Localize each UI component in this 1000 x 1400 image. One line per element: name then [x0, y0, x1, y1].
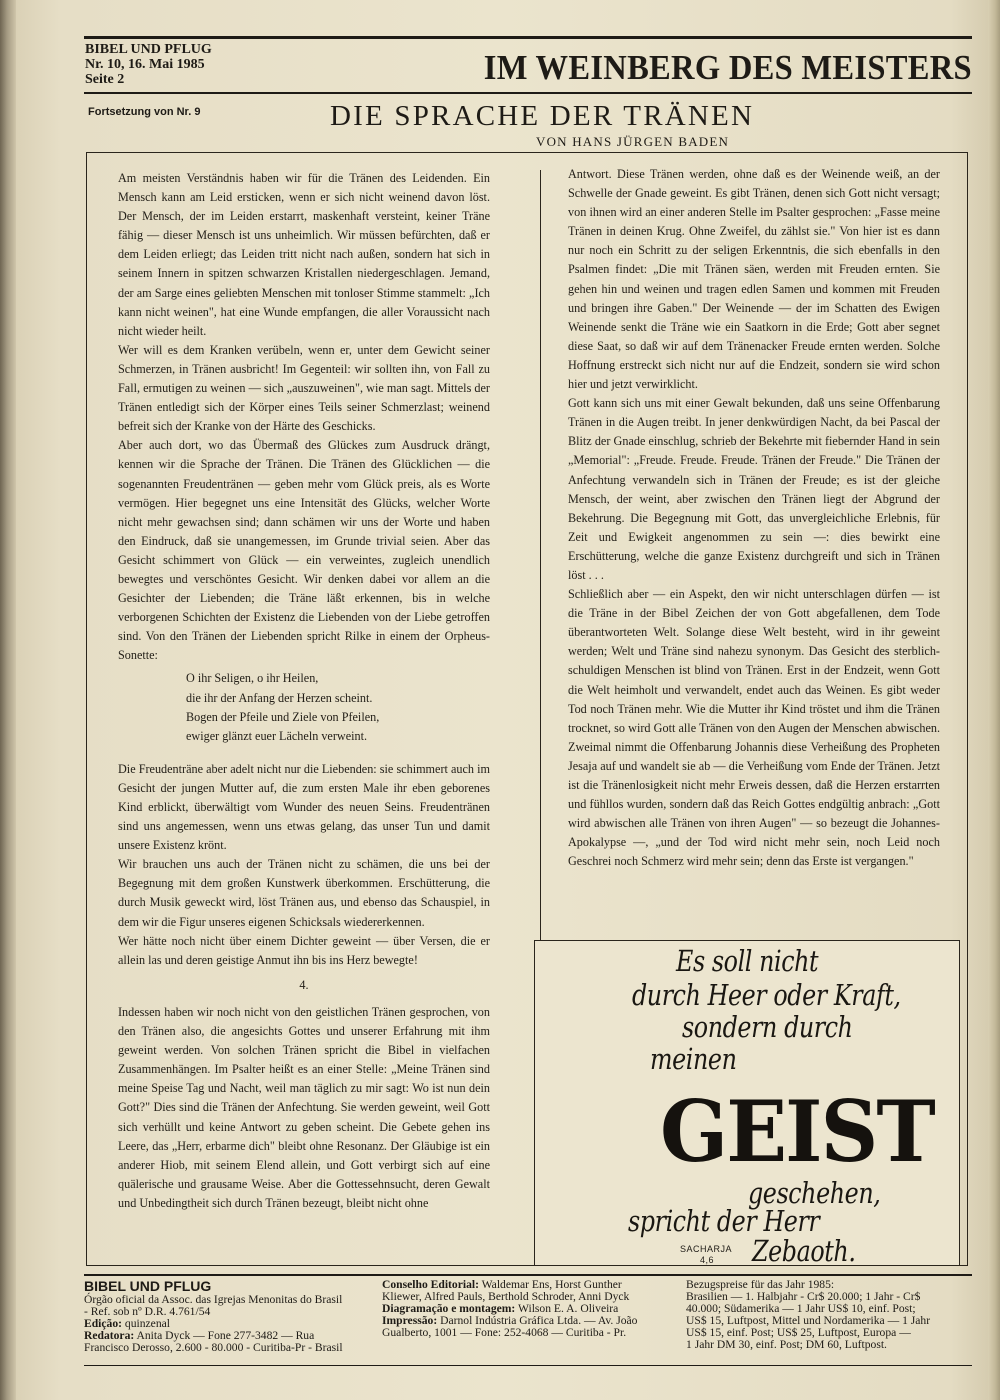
page-number: Seite 2: [85, 72, 125, 87]
imprint-value: Anita Dyck — Fone 277-3482 — Rua: [136, 1329, 315, 1342]
article-author: VON HANS JÜRGEN BADEN: [536, 134, 730, 149]
paragraph: Am meisten Verständnis haben wir für die Tränen des Leidenden. Ein Mensch kann am Leid ersticken, wenn er sich nicht weinend davon löst. Der Mensch, der im Leiden erstarrt, maskenhaft versteint, keiner Träne fähig — dieser Mensch ist uns unheimlich. Wir müssen befürchten, daß er dem Leiden erliegt; das Leiden tritt nicht nach außen, sondern hat sich in seinem Innern in spitzen schwarzen Kristallen niedergeschlagen. Jemand, der am Sarge eines geliebten Menschen mit tonloser Stimme stammelt: „Ich kann nicht weinen", hat eine Wunde empfangen, die aller Voraussicht nach nicht wieder heilt.: [118, 171, 490, 338]
page-edge: [988, 0, 1000, 1400]
price-line: 40.000; Südamerika — 1 Jahr US$ 10, einf. Post;: [686, 1302, 916, 1315]
paragraph: Wer hätte noch nicht über einem Dichter geweint — über Versen, die er allein las und deren geistige Anmut ihn bis ins Herz bewegte!: [118, 933, 490, 967]
quote-line: sondern durch: [682, 1010, 853, 1044]
imprint-label: Conselho Editorial:: [382, 1278, 479, 1291]
paragraph: Antwort. Diese Tränen werden, ohne daß es der Weinende weiß, an der Schwelle der Gnade geweint. Es gibt Tränen, denen sich Gott nicht versagt; von ihnen wird an einer anderen Stelle im Psalter gesprochen: „Fasse meine Tränen in deinen Krug. Ohne Zweifel, du zählst sie." Von hier ist es dann nur noch ein Schritt zu der seligen Erkenntnis, die sich ebenfalls in den Psalmen findet: „Die mit Tränen säen, werden mit Freuden ernten. Sie gehen hin und weinen und tragen edlen Samen und kommen mit Freuden und bringen ihre Gaben." Der Weinende — der im Schatten des Ewigen Weinende senkt die Träne wie ein Saatkorn in die Erde; Gott aber segnet diese Saat, so daß wir auf dem Tränenacker Freude ernten werden. Solche Hoffnung erstreckt sich nicht nur auf die Endzeit, sondern sie wird schon hier und jetzt verwirklicht.: [568, 167, 940, 392]
paragraph: Aber auch dort, wo das Übermaß des Glückes zum Ausdruck drängt, kennen wir die Sprache der Tränen. Die Tränen des Glücklichen — die sogenannten Freudentränen — geben mehr vom Glück preis, als es Worte vermögen. Hier begegnet uns eine Intensität des Glücks, welcher Worte nicht mehr gewachsen sind; dann schämen wir uns der Worte und haben den Eindruck, daß sie unangemessen, im Grunde trivial seien. Aber das Gesicht schimmert von Glück — ein verweintes, zugleich unendlich bewegtes und verschöntes Gesicht. Wir denken dabei vor allem an die Gesichter der Liebenden; die Träne läßt erkennen, bis in welche verborgenen Schichten der Existenz die Liebenden von der Liebe getroffen sind. Von den Tränen der Liebenden spricht Rilke in einem der Orpheus-Sonette:: [118, 438, 490, 663]
poem-line: ewiger glänzt euer Lächeln verweint.: [186, 728, 368, 743]
imprint-line: Gualberto, 1001 — Fone: 252-4068 — Curitiba - Pr.: [382, 1326, 627, 1339]
imprint-line: - Ref. sob nº D.R. 4.761/54: [84, 1305, 211, 1318]
price-line: 1 Jahr DM 30, einf. Post; DM 60, Luftpost.: [686, 1338, 887, 1351]
quote-line: Zebaoth.: [752, 1234, 856, 1268]
article-title: DIE SPRACHE DER TRÄNEN: [330, 100, 755, 132]
continued-note: Fortsetzung von Nr. 9: [88, 106, 201, 118]
poem-line: O ihr Seligen, o ihr Heilen,: [186, 671, 319, 686]
imprint-value: Darnol Indústria Gráfica Ltda. — Av. João: [440, 1314, 638, 1327]
paragraph: Die Freudenträne aber adelt nicht nur die Liebenden: sie schimmert auch im Gesicht der jungen Mutter auf, die zum ersten Male ihr eben geborenes Kind erblickt, überwältigt vom Wunder des neuen Seins. Freudentränen sind uns angemessen, wenn uns etwas gelang, das unser Tun und damit unsere Existenz krönt.: [118, 761, 490, 853]
paragraph: Schließlich aber — ein Aspekt, den wir nicht unterschlagen dürfen — ist die Träne in der Bibel Zeichen der von Gott abgefallenen, dem Tode überantworteten Welt. Solange diese Welt besteht, wird in ihr geweint werden; Welt und Träne sind nahezu synonym. Das Gesicht des sterblich-schuldigen Menschen ist blind von Tränen. Erst in der Endzeit, wenn Gott die Welt heimholt und verwandelt, endet auch das Weinen. Es gibt weder Tod noch Tränen mehr. Wie die Mutter ihr Kind tröstet und ihm die Tränen trocknet, so wird Gott alle Tränen von den Augen der Menschen abwischen. Zweimal nimmt die Offenbarung Johannis diese Verheißung des Propheten Jesaja auf und wandelt sie ab — die Verheißung vom Ende der Tränen. Jetzt ist die Tränenlosigkeit nicht mehr Erweis dessen, daß die Herzen erstarrten und fühllos wurden, sondern daß das Reich Gottes endgültig anbrach: „Gott wird abwischen alle Tränen von ihren Augen" — so bezeugt die Johannes-Apokalypse —, „und der Tod wird nicht mehr sein, noch Leid noch Geschrei noch Schmerz wird mehr sein; denn das Erste ist vergangen.": [568, 587, 940, 869]
imprint-line: Kliewer, Alfred Pauls, Berthold Schroder, Anni Dyck: [382, 1290, 630, 1303]
page-binding: [0, 0, 16, 1400]
quote-line: geschehen,: [748, 1176, 881, 1210]
imprint-label: Impressão:: [382, 1314, 438, 1327]
paragraph: Wer will es dem Kranken verübeln, wenn er, unter dem Gewicht seiner Schmerzen, in Tränen ausbricht! Im Gegenteil: wir sollten ihn, von Fall zu Fall, ermutigen zu weinen — sich „auszuweinen", wie man sagt. Mittels der Tränen entledigt sich der Körper eines Teils seiner Schmerzlast; weinend befreit sich der Kranke von der Härte des Geschicks.: [118, 342, 490, 434]
paragraph: Indessen haben wir noch nicht von den geistlichen Tränen gesprochen, von den Tränen also, die angesichts Gottes und unserer Erfahrung mit ihm geweint werden. Von solchen Tränen spricht die Bibel in vielfachen Zusammenhängen. Im Psalter heißt es an einer Stelle: „Meine Tränen sind meine Speise Tag und Nacht, weil man täglich zu mir sagt: Wo ist nun dein Gott?" Dies sind die Tränen der Anfechtung. Sie werden geweint, weil Gott sich verhüllt und keine Antwort zu geben scheint. Die Gebete gehen ins Leere, das „Herr, erbarme dich" bleibt ohne Resonanz. Der Gläubige ist ein anderer Hiob, mit seinem Elend allein, und Gott verbirgt sich auf eine quälerische und grausame Weise. Aber die Gottessehnsucht, deren Gewalt und Unbedingtheit sich durch Tränen bezeugt, bleibt nicht ohne: [118, 1004, 490, 1210]
issue-line: Nr. 10, 16. Mai 1985: [85, 57, 205, 72]
imprint-label: Redatora:: [84, 1329, 135, 1342]
quote-line: meinen: [650, 1042, 737, 1076]
section-title: IM WEINBERG DES MEISTERS: [483, 48, 972, 87]
imprint-column-staff: [382, 1279, 680, 1339]
price-line: US$ 15, Luftpost, Mittel und Nordamerika — 1 Jahr: [686, 1314, 931, 1327]
quote-line: spricht der Herr: [628, 1204, 820, 1238]
imprint-label: Diagramação e montagem:: [382, 1302, 516, 1315]
price-line: US$ 15, einf. Post; US$ 25, Luftpost, Europa —: [686, 1326, 911, 1339]
imprint-value: Wilson E. A. Oliveira: [518, 1302, 619, 1315]
quote-line: durch Heer oder Kraft,: [632, 978, 901, 1012]
scripture-verse: 4,6: [700, 1255, 715, 1265]
right-column: [568, 165, 940, 871]
top-rule: [84, 36, 972, 39]
imprint-column-prices: [686, 1279, 972, 1351]
scripture-book: SACHARJA: [680, 1244, 733, 1254]
imprint-value: Waldemar Ens, Horst Gunther: [481, 1278, 622, 1291]
left-column: [118, 169, 490, 1213]
poem-line: die ihr der Anfang der Herzen scheint.: [186, 690, 373, 705]
price-line: Brasilien — 1. Halbjahr - Cr$ 20.000; 1 Jahr - Cr$: [686, 1290, 921, 1303]
masthead: [85, 42, 212, 87]
paragraph: Wir brauchen uns auch der Tränen nicht zu schämen, die uns bei der Begegnung mit dem großen Kunstwerk überkommen. Erschütterung, die durch Musik geweckt wird, löst Tränen aus, und ebenso das Schauspiel, in dem wir die Figur unseres eigenen Schicksals wiedererkennen.: [118, 857, 490, 929]
paper-name: BIBEL UND PFLUG: [85, 42, 212, 57]
imprint-label: Edição:: [84, 1317, 123, 1330]
imprint-value: quinzenal: [124, 1317, 170, 1330]
header-rule: [84, 92, 972, 94]
geist-word: GEIST: [660, 1082, 934, 1181]
rilke-poem: [186, 669, 490, 745]
poem-line: Bogen der Pfeile und Ziele von Pfeilen,: [186, 709, 380, 724]
imprint-column-publisher: [84, 1279, 370, 1354]
section-number: 4.: [299, 977, 309, 992]
quote-line: Es soll nicht: [676, 944, 819, 978]
imprint-line: Órgão oficial da Assoc. das Igrejas Menonitas do Brasil: [84, 1293, 343, 1306]
imprint-brand: BIBEL UND PFLUG: [84, 1278, 212, 1294]
paragraph: Gott kann sich uns mit einer Gewalt bekunden, daß uns seine Offenbarung Tränen in die Augen treibt. In jener denkwürdigen Nacht, da bei Pascal der Blitz der Gnade einschlug, schrieb der Bekehrte mit fiebernder Hand in sein „Memorial": „Freude. Freude. Freude. Tränen der Freude." Die Tränen der Anfechtung verwandeln sich in Tränen der Freude; es ist der gleiche Mensch, der weint, aber zwischen den Tränen liegt der Abgrund der Bekehrung. Die Begegnung mit Gott, das unvergleichliche Erlebnis, für Zeit und Ewigkeit angenommen zu sein —: dies bewirkt eine Erschütterung, welche die ganze Existenz durchgreift und sich in Tränen löst . . .: [568, 396, 940, 582]
imprint-line: Francisco Derosso, 2.600 - 80.000 - Curitiba-Pr - Brasil: [84, 1341, 343, 1354]
imprint-footer: [84, 1274, 972, 1366]
column-rule: [540, 170, 541, 940]
prices-label: Bezugspreise für das Jahr 1985:: [686, 1278, 835, 1291]
